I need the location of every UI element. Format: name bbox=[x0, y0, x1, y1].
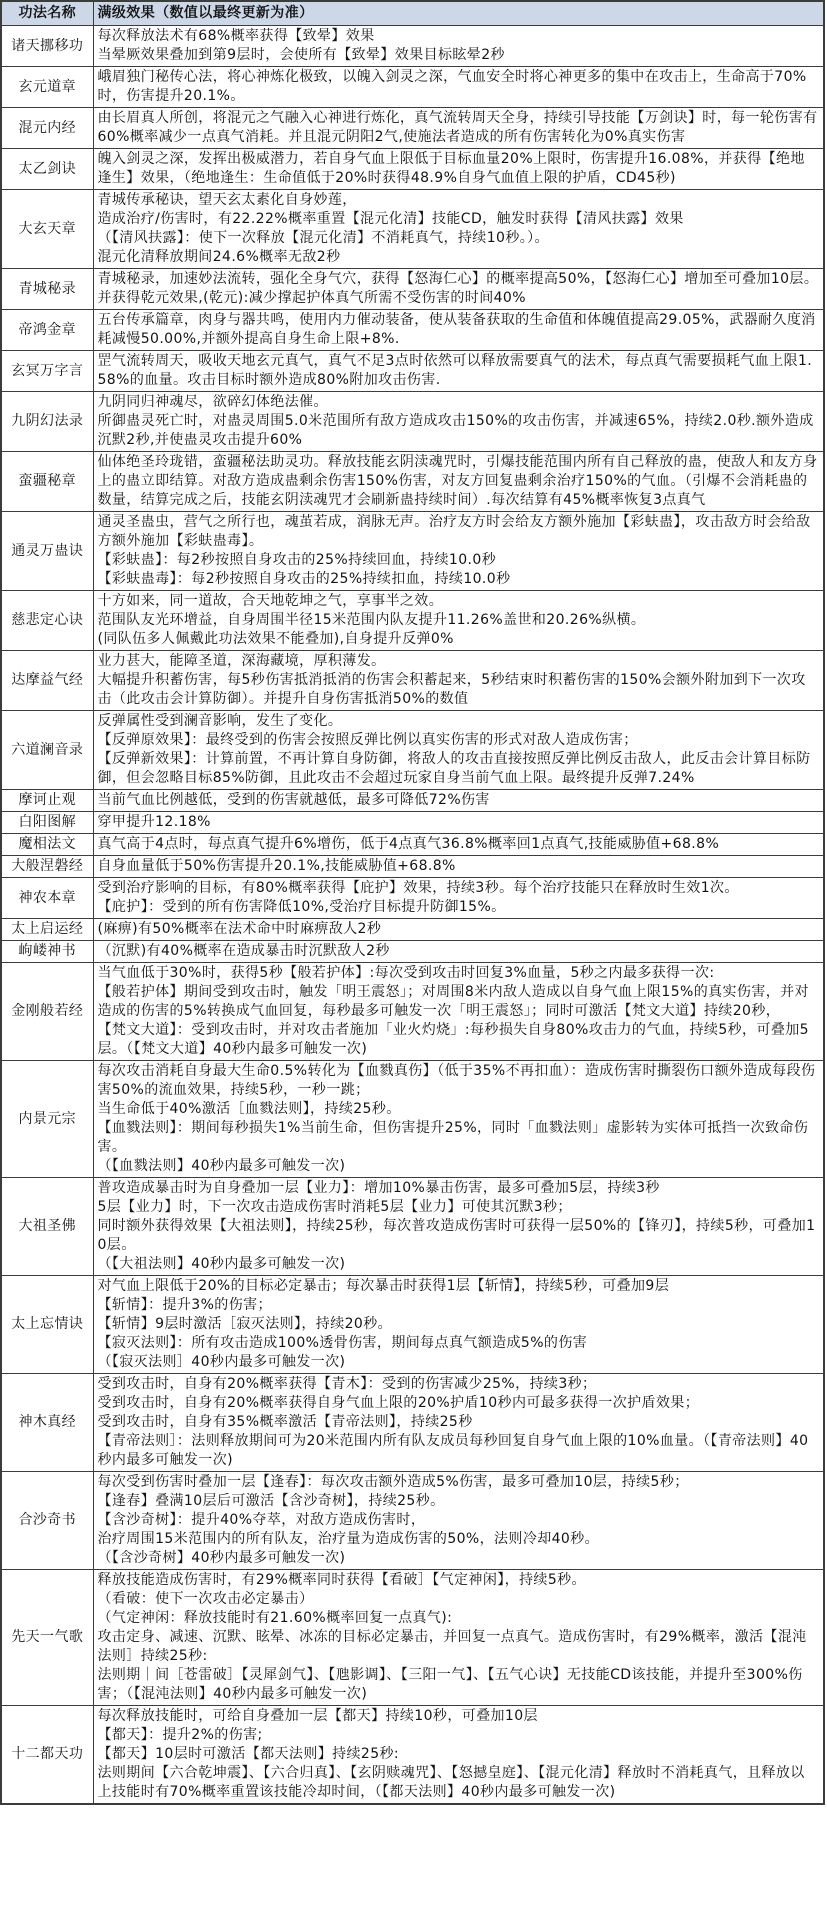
effect-line: 青城传承秘诀，望天玄太素化自身妙莲， bbox=[97, 192, 357, 208]
table-row bbox=[1, 812, 824, 834]
effect-line: 【斩情】：提升3%的伤害； bbox=[97, 1297, 272, 1313]
effect-line: 穿甲提升12.18% bbox=[97, 814, 211, 830]
effect-line: 【反弹原效果】：最终受到的伤害会按照反弹比例以真实伤害的形式对敌人造成伤害； bbox=[97, 732, 638, 748]
skill-effect-cell[interactable] bbox=[93, 1276, 824, 1374]
effect-line: （气定神闲：释放技能时有21.60%概率回复一点真气): bbox=[97, 1610, 453, 1626]
skill-effect-cell[interactable] bbox=[93, 1178, 824, 1276]
skill-name-cell[interactable]: 大般涅磐经 bbox=[1, 856, 93, 878]
table-row bbox=[1, 651, 824, 711]
effect-line: 攻击定身、减速、沉默、眩晕、冰冻的目标必定暴击，并回复一点真气。造成伤害时，有29%概率，激活【混沌法则］持续25秒: bbox=[97, 1629, 807, 1664]
effect-line: 当气血低于30%时，获得5秒【般若护体】:每次受到攻击时回复3%血量，5秒之内最多获得一次: bbox=[97, 965, 715, 981]
skill-effect-cell[interactable] bbox=[93, 878, 824, 919]
table-row bbox=[1, 392, 824, 452]
table-row bbox=[1, 452, 824, 512]
effect-line: 大幅提升积蓄伤害，每5秒伤害抵消抵消的伤害会积蓄起来，5秒结束时积蓄伤害的150%会额外附加到下一次攻击（此攻击会计算防御）。并提升自身伤害抵消50%的数值 bbox=[97, 672, 806, 707]
effect-line: （【大祖法则】40秒内最多可触发一次) bbox=[97, 1256, 346, 1272]
effect-line: 对气血上限低于20%的目标必定暴击；每次暴击时获得1层【斩情】，持续5秒，可叠加9层 bbox=[97, 1278, 670, 1294]
skill-effect-cell[interactable] bbox=[93, 190, 824, 269]
effect-line: 范围队友光环增益，自身周围半径15米范围内队友提升11.26%盖世和20.26%纵横。 bbox=[97, 612, 646, 628]
effect-line: 罡气流转周天，吸收天地玄元真气，真气不足3点时依然可以释放需要真气的法术，每点真气需要损耗气血上限1.58%的血量。攻击目标时额外造成80%附加攻击伤害. bbox=[97, 353, 813, 388]
skill-effect-cell[interactable] bbox=[93, 1570, 824, 1706]
skill-effect-cell[interactable] bbox=[93, 919, 824, 941]
effect-line: 【反弹新效果】：计算前置，不再计算自身防御，将敌人的攻击直接按照反弹比例反击敌人，此反击会计算目标防御，但会忽略目标85%防御，且此攻击不会超过玩家自身当前气血上限。最终提升反弹7.24% bbox=[97, 751, 811, 786]
effect-line: 每次受到伤害时叠加一层【逢春】：每次攻击额外造成5%伤害，最多可叠加10层，持续5秒； bbox=[97, 1474, 689, 1490]
skill-name-cell[interactable]: 太上启运经 bbox=[1, 919, 93, 941]
effect-line: 九阴同归神魂尽，欲碎幻体绝法催。 bbox=[97, 394, 328, 410]
skill-name-cell[interactable]: 六道澜音录 bbox=[1, 711, 93, 790]
effect-line: （【含沙奇树】40秒内最多可触发一次) bbox=[97, 1550, 346, 1566]
skill-effect-cell[interactable] bbox=[93, 812, 824, 834]
skill-effect-cell[interactable] bbox=[93, 512, 824, 591]
effect-line: 【寂灭法则】：所有攻击造成100%透骨伤害，期间每点真气额造成5%的伤害 bbox=[97, 1335, 588, 1351]
skill-name-cell[interactable]: 神农本章 bbox=[1, 878, 93, 919]
table-row bbox=[1, 310, 824, 351]
table-row bbox=[1, 269, 824, 310]
effect-line: 受到攻击时，自身有35%概率激活【青帝法则】，持续25秒 bbox=[97, 1414, 473, 1430]
skill-effect-cell[interactable] bbox=[93, 711, 824, 790]
table-row bbox=[1, 941, 824, 963]
effect-line: 治疗周围15米范围内的所有队友，治疗量为造成伤害的50%，法则冷却40秒。 bbox=[97, 1531, 600, 1547]
effect-line: 反弹属性受到澜音影响，发生了变化。 bbox=[97, 713, 343, 729]
effect-line: 【青帝法则］：法则释放期间可为20米范围内所有队友成员每秒回复自身气血上限的10%血量。（【青帝法则】40秒内最多可触发一次) bbox=[97, 1433, 809, 1468]
skill-name-cell[interactable]: 太乙剑诀 bbox=[1, 149, 93, 190]
skill-name-cell[interactable]: 诸天挪移功 bbox=[1, 26, 93, 67]
skill-name-cell[interactable]: 白阳图解 bbox=[1, 812, 93, 834]
effect-line: 所御蛊灵死亡时，对蛊灵周围5.0米范围所有敌方造成攻击150%的攻击伤害，并减速65%，持续2.0秒.额外造成沉默2秒,并使蛊灵攻击提升60% bbox=[97, 413, 814, 448]
effect-line: （【清风扶露】：使下一次释放【混元化清】不消耗真气，持续10秒。）。 bbox=[97, 230, 549, 246]
skill-name-cell[interactable]: 金刚般若经 bbox=[1, 963, 93, 1061]
table-row bbox=[1, 67, 824, 108]
skill-name-cell[interactable]: 帝鸿金章 bbox=[1, 310, 93, 351]
effect-line: 魄入剑灵之深，发挥出极威潜力，若自身气血上限低于目标血量20%上限时，伤害提升16.08%，并获得【绝地逢生】效果，（绝地逢生：生命值低于20%时获得48.9%自身气血值上限的护盾，CD45秒) bbox=[97, 151, 805, 186]
skill-name-cell[interactable]: 达摩益气经 bbox=[1, 651, 93, 711]
effect-line: 【都天】：提升2%的伤害; bbox=[97, 1727, 263, 1743]
effect-line: 十方如来，同一道故，合天地乾坤之气，享事半之效。 bbox=[97, 593, 444, 609]
skill-effect-cell[interactable] bbox=[93, 790, 824, 812]
effect-line: 【般若护体】期间受到攻击时，触发「明王震怒」；对周围8米内敌人造成以自身气血上限15%的真实伤害，并对造成的伤害的5%转换成气血回复，每秒最多可触发一次「明王震怒」；同时可激活【梵文大道】持续20秒， bbox=[97, 984, 809, 1019]
skill-effect-cell[interactable] bbox=[93, 452, 824, 512]
skill-table-body bbox=[1, 26, 824, 1805]
effect-line: 【斩情】9层时激活［寂灭法则】，持续20秒。 bbox=[97, 1316, 393, 1332]
skill-effect-cell[interactable] bbox=[93, 1472, 824, 1570]
effect-line: 每次释放技能时，可给自身叠加一层【都天】持续10秒，可叠加10层 bbox=[97, 1708, 538, 1724]
table-row bbox=[1, 1374, 824, 1472]
skill-name-cell[interactable]: 大祖圣佛 bbox=[1, 1178, 93, 1276]
effect-line: 5层【业力】时，下一次攻击造成伤害时消耗5层【业力】可使其沉默3秒； bbox=[97, 1199, 572, 1215]
skill-effect-cell[interactable] bbox=[93, 963, 824, 1061]
effect-line: 【梵文大道】：受到攻击时，并对攻击者施加「业火灼烧」:每秒损失自身80%攻击力的气血，持续5秒，可叠加5层。（【梵文大道】40秒内最多可触发一次) bbox=[97, 1022, 809, 1057]
table-row bbox=[1, 1276, 824, 1374]
skill-name-cell[interactable]: 岣嵝神书 bbox=[1, 941, 93, 963]
effect-line: （【血戮法则】40秒内最多可触发一次) bbox=[97, 1158, 346, 1174]
skill-name-cell[interactable]: 玄冥万字言 bbox=[1, 351, 93, 392]
effect-line: 【都天】10层时可激活【都天法则】持续25秒: bbox=[97, 1746, 400, 1762]
skill-effect-cell[interactable] bbox=[93, 351, 824, 392]
effect-line: 普攻造成暴击时为自身叠加一层【业力】：增加10%暴击伤害，最多可叠加5层，持续3秒 bbox=[97, 1180, 660, 1196]
skill-name-cell[interactable]: 通灵万蛊诀 bbox=[1, 512, 93, 591]
table-row bbox=[1, 591, 824, 651]
skill-table-header bbox=[1, 1, 824, 26]
skill-effect-cell[interactable] bbox=[93, 26, 824, 67]
effect-line: 仙体绝圣玲珑错，蛮疆秘法助灵功。释放技能玄阴渎魂咒时，引爆技能范围内所有自己释放的蛊，使敌人和友方身上的蛊立即结算。对敌方造成蛊剩余伤害150%伤害，对友方回复蛊剩余治疗150%的气血。（引爆不会消耗蛊的数量，结算完成之后，技能玄阴渎魂咒才会刷新蛊持续时间）.每次结算有45%概率恢复3点真气 bbox=[97, 454, 818, 508]
effect-line: 混元化清释放期间24.6%概率无敌2秒 bbox=[97, 249, 341, 265]
skill-name-cell[interactable]: 青城秘录 bbox=[1, 269, 93, 310]
effect-line: (同队伍多人佩戴此功法效果不能叠加),自身提升反弹0% bbox=[97, 631, 454, 647]
skill-name-cell[interactable]: 先天一气歌 bbox=[1, 1570, 93, 1706]
effect-line: 峨眉独门秘传心法，将心神炼化极致，以魄入剑灵之深，气血安全时将心神更多的集中在攻击上，生命高于70%时，伤害提升20.1%。 bbox=[97, 69, 807, 104]
table-row bbox=[1, 108, 824, 149]
effect-line: 每次攻击消耗自身最大生命0.5%转化为【血戮真伤】（低于35%不再扣血）：造成伤害时撕裂伤口额外造成每段伤害50%的流血效果，持续5秒，一秒一跳； bbox=[97, 1063, 816, 1098]
effect-line: 五台传承篇章，肉身与器共鸣，使用内力催动装备，使从装备获取的生命值和体魄值提高29.05%，武器耐久度消耗减慢50.00%,并额外提高自身生命上限+8%. bbox=[97, 312, 816, 347]
skill-effect-cell[interactable] bbox=[93, 651, 824, 711]
effect-line: 当晕厥效果叠加到第9层时，会使所有【致晕】效果目标眩晕2秒 bbox=[97, 47, 505, 63]
skill-name-cell[interactable]: 大玄天章 bbox=[1, 190, 93, 269]
skill-effect-cell[interactable] bbox=[93, 1706, 824, 1805]
skill-effect-cell[interactable] bbox=[93, 392, 824, 452]
effect-line: 青城秘录，加速妙法流转，强化全身气穴，获得【怒海仁心】的概率提高50%，【怒海仁心】增加至可叠加10层。并获得乾元效果,(乾元):减少撑起护体真气所需不受伤害的时间40% bbox=[97, 271, 819, 306]
table-row bbox=[1, 919, 824, 941]
header-row bbox=[1, 1, 824, 26]
skill-effect-cell[interactable] bbox=[93, 834, 824, 856]
skill-effect-cell[interactable] bbox=[93, 856, 824, 878]
effect-line: （【寂灭法则］40秒内最多可触发一次) bbox=[97, 1354, 346, 1370]
table-row bbox=[1, 1570, 824, 1706]
table-row bbox=[1, 26, 824, 67]
table-row bbox=[1, 711, 824, 790]
skill-effect-cell[interactable] bbox=[93, 310, 824, 351]
table-row bbox=[1, 856, 824, 878]
skill-effect-cell[interactable] bbox=[93, 108, 824, 149]
effect-line: （看破：使下一次攻击必定暴击） bbox=[97, 1591, 314, 1607]
effect-line: 【庇护】：受到的所有伤害降低10%,受治疗目标提升防御15%。 bbox=[97, 899, 506, 915]
effect-line: 自身血量低于50%伤害提升20.1%,技能威胁值+68.8% bbox=[97, 858, 456, 874]
table-row bbox=[1, 1706, 824, 1805]
effect-line: 受到治疗影响的目标，有80%概率获得【庇护】效果，持续3秒。每个治疗技能只在释放时生效1次。 bbox=[97, 880, 739, 896]
table-row bbox=[1, 149, 824, 190]
header-cell-skill-name[interactable]: 功法名称 bbox=[1, 1, 93, 26]
skill-name-cell[interactable]: 神木真经 bbox=[1, 1374, 93, 1472]
effect-line: 【血戮法则】：期间每秒损失1%当前生命，但伤害提升25%，同时「血戮法则」虚影转为实体可抵挡一次致命伤害。 bbox=[97, 1120, 809, 1155]
effect-line: 每次释放法术有68%概率获得【致晕】效果 bbox=[97, 28, 375, 44]
table-row bbox=[1, 512, 824, 591]
effect-line: 当生命低于40%激活［血戮法则】，持续25秒。 bbox=[97, 1101, 401, 1117]
effect-line: 【含沙奇树】：提升40%夺萃，对敌方造成伤害时， bbox=[97, 1512, 426, 1528]
skill-name-cell[interactable]: 十二都天功 bbox=[1, 1706, 93, 1805]
skill-effect-cell[interactable] bbox=[93, 149, 824, 190]
table-row bbox=[1, 1061, 824, 1178]
table-row bbox=[1, 1472, 824, 1570]
effect-line: 法则期｜间［苍雷破］【灵犀剑气】、【虺影调】、【三阳一气】、【五气心诀】无技能CD该技能，并提升至300%伤害；（【混沌法则】40秒内最多可触发一次) bbox=[97, 1667, 803, 1702]
skill-name-cell[interactable]: 内景元宗 bbox=[1, 1061, 93, 1178]
skill-effect-cell[interactable] bbox=[93, 1374, 824, 1472]
effect-line: 当前气血比例越低，受到的伤害就越低，最多可降低72%伤害 bbox=[97, 792, 490, 808]
effect-line: 受到攻击时，自身有20%概率获得自身气血上限的20%护盾10秒内可最多获得一次护盾效果； bbox=[97, 1395, 700, 1411]
effect-line: 由长眉真人所创，将混元之气融入心神进行炼化，真气流转周天全身，持续引导技能【万剑诀】时，每一轮伤害有60%概率减少一点真气消耗。并且混元阴阳2气,使施法者造成的所有伤害转化为0%真实伤害 bbox=[97, 110, 818, 145]
skill-name-cell[interactable]: 合沙奇书 bbox=[1, 1472, 93, 1570]
effect-line: 造成治疗/伤害时，有22.22%概率重置【混元化清】技能CD，触发时获得【清风扶露】效果 bbox=[97, 211, 684, 227]
table-row bbox=[1, 878, 824, 919]
table-row bbox=[1, 963, 824, 1061]
table-row bbox=[1, 1178, 824, 1276]
skill-name-cell[interactable]: 混元内经 bbox=[1, 108, 93, 149]
effect-line: 通灵圣蛊虫，营气之所行也，魂茧若成，润脉无声。治疗友方时会给友方额外施加【彩蚨蛊】，攻击敌方时会给敌方额外施加【彩蚨蛊毒】。 bbox=[97, 514, 811, 549]
skill-name-cell[interactable]: 九阴幻法录 bbox=[1, 392, 93, 452]
table-row bbox=[1, 790, 824, 812]
table-row bbox=[1, 351, 824, 392]
effect-line: 【逢春】叠满10层后可激活【含沙奇树】，持续25秒。 bbox=[97, 1493, 445, 1509]
skill-name-cell[interactable]: 蛮疆秘章 bbox=[1, 452, 93, 512]
effect-line: 业力甚大，能障圣道，深海藏境，厚积薄发。 bbox=[97, 653, 386, 669]
effect-line: 释放技能造成伤害时，有29%概率同时获得【看破］【气定神闲】，持续5秒。 bbox=[97, 1572, 586, 1588]
skill-name-cell[interactable]: 慈悲定心诀 bbox=[1, 591, 93, 651]
skill-effect-cell[interactable] bbox=[93, 591, 824, 651]
effect-line: （沉默)有40%概率在造成暴击时沉默敌人2秒 bbox=[97, 943, 390, 959]
effect-line: 【彩蚨蛊】：每2秒按照自身攻击的25%持续回血，持续10.0秒 bbox=[97, 552, 497, 568]
effect-line: 【彩蚨蛊毒】：每2秒按照自身攻击的25%持续扣血，持续10.0秒 bbox=[97, 571, 511, 587]
effect-line: 法则期间【六合乾坤震】、【六合归真】、【玄阴赎魂咒】、【怒撼皇庭】、【混元化清】释放时不消耗真气，且释放以上技能时有70%概率重置该技能冷却时间，（【都天法则】40秒内最多可触发一次) bbox=[97, 1765, 805, 1800]
header-cell-max-effect[interactable]: 满级效果（数值以最终更新为准） bbox=[93, 1, 824, 26]
skill-name-cell[interactable]: 玄元道章 bbox=[1, 67, 93, 108]
skill-name-cell[interactable]: 太上忘情诀 bbox=[1, 1276, 93, 1374]
effect-line: 真气高于4点时，每点真气提升6%增伤，低于4点真气36.8%概率回1点真气,技能威胁值+68.8% bbox=[97, 836, 720, 852]
table-row bbox=[1, 190, 824, 269]
skill-effect-cell[interactable] bbox=[93, 67, 824, 108]
skill-effect-cell[interactable] bbox=[93, 269, 824, 310]
effect-line: 同时额外获得效果【大祖法则】，持续25秒，每次普攻造成伤害时可获得一层50%的【锋刃】，持续5秒，可叠加10层。 bbox=[97, 1218, 816, 1253]
skill-effect-cell[interactable] bbox=[93, 1061, 824, 1178]
effect-line: 受到攻击时，自身有20%概率获得【青木】：受到的伤害减少25%，持续3秒； bbox=[97, 1376, 597, 1392]
skill-name-cell[interactable]: 魔相法文 bbox=[1, 834, 93, 856]
skill-name-cell[interactable]: 摩诃止观 bbox=[1, 790, 93, 812]
table-row bbox=[1, 834, 824, 856]
skill-effect-cell[interactable] bbox=[93, 941, 824, 963]
effect-line: (麻痹)有50%概率在法术命中时麻痹敌人2秒 bbox=[97, 921, 382, 937]
